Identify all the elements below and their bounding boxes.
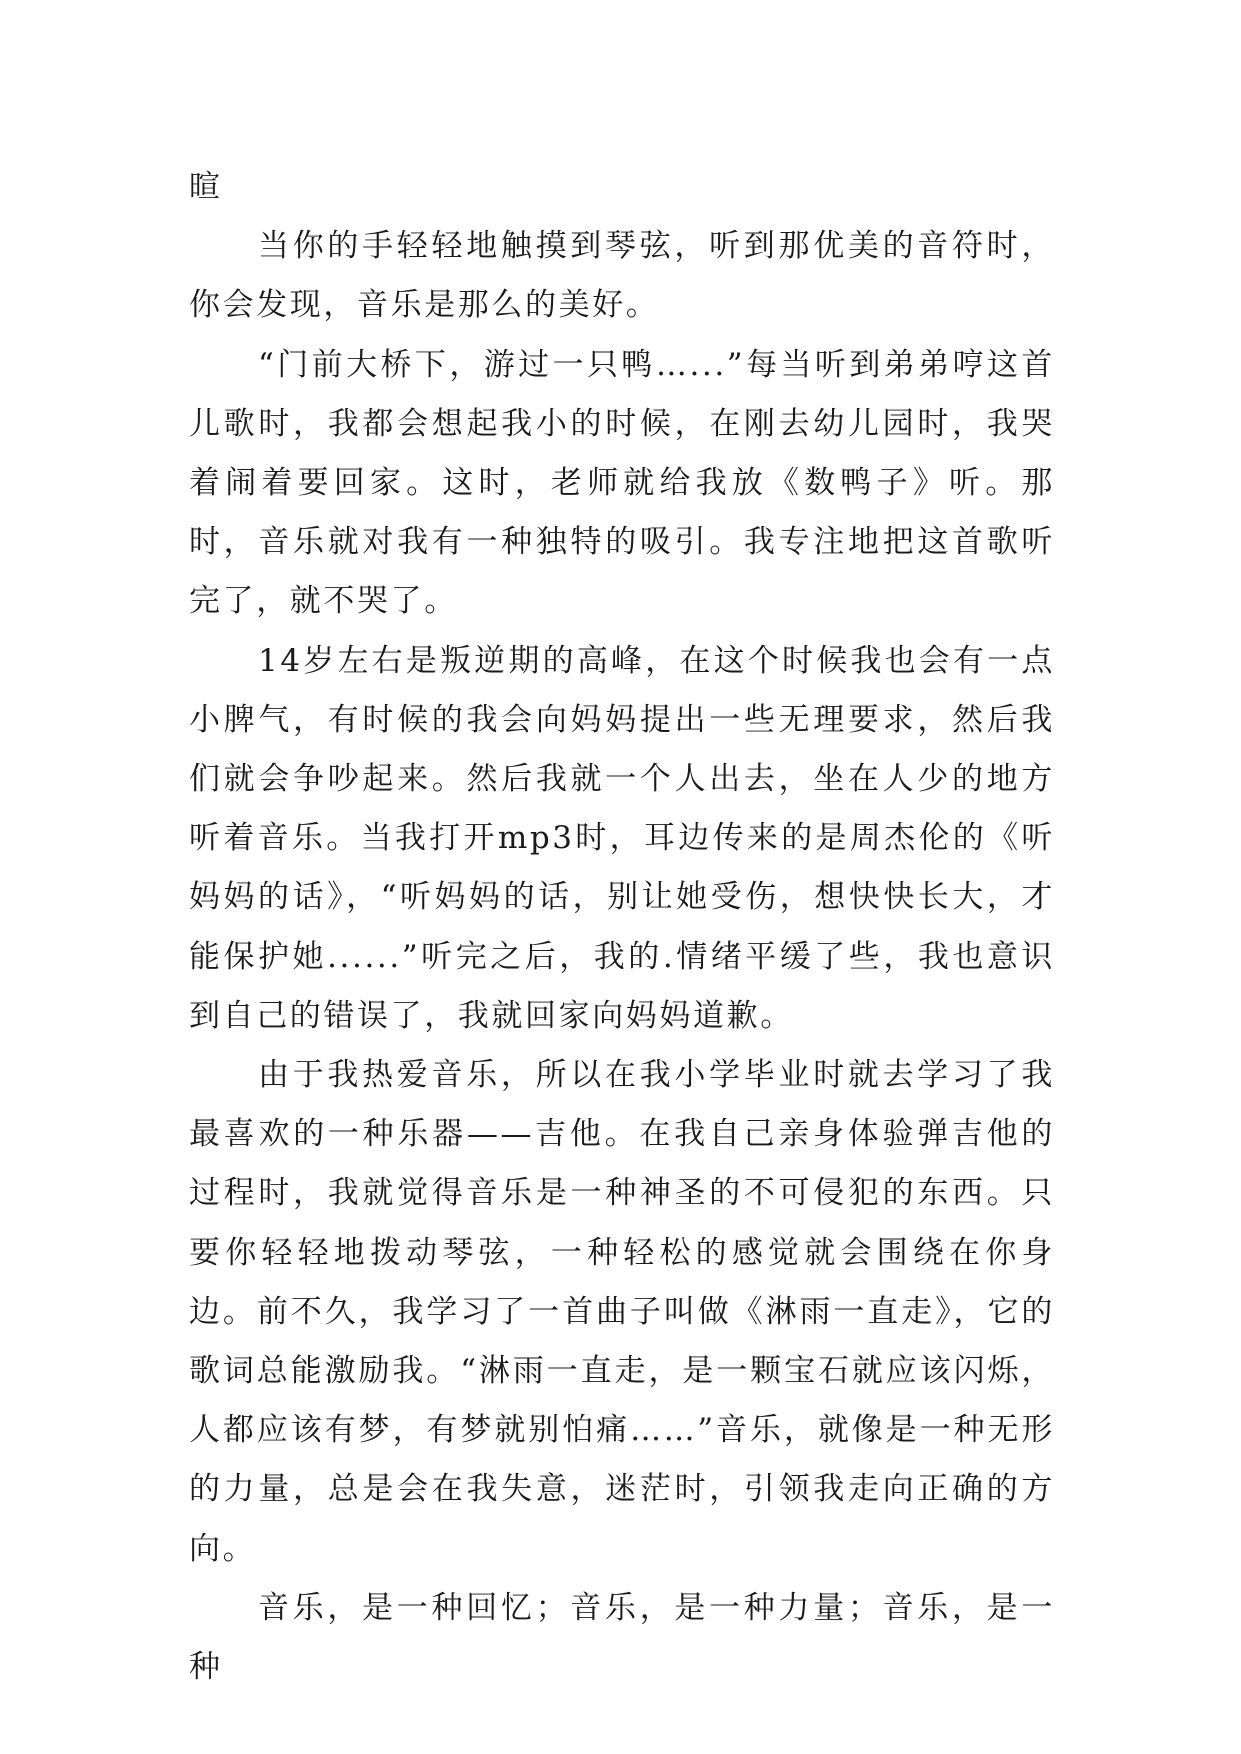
paragraph: 当你的手轻轻地触摸到琴弦，听到那优美的音符时，你会发现，音乐是那么的美好。 [189, 228, 1055, 324]
paragraph: 音乐，是一种回忆；音乐，是一种力量；音乐，是一种 [189, 1589, 1055, 1686]
paragraph: 14岁左右是叛逆期的高峰，在这个时候我也会有一点小脾气，有时候的我会向妈妈提出一些无理要求，然后我们就会争吵起来。然后我就一个人出去，坐在人少的地方听着音乐。当我打开mp3时，耳边传来的是周杰伦的《听妈妈的话》，“听妈妈的话，别让她受伤，想快快长大，才能保护她......”听完之后，我的.情绪平缓了些，我也意识到自己的错误了，我就回家向妈妈道歉。 [189, 642, 1055, 1034]
paragraph: “门前大桥下，游过一只鸭…...”每当听到弟弟哼这首儿歌时，我都会想起我小的时候，在刚去幼儿园时，我哭着闹着要回家。这时，老师就给我放《数鸭子》听。那时，音乐就对我有一种独特的吸引。我专注地把这首歌听完了，就不哭了。 [189, 346, 1055, 620]
paragraph-fragment: 暄 [189, 169, 223, 205]
paragraph: 由于我热爱音乐，所以在我小学毕业时就去学习了我最喜欢的一种乐器——吉他。在我自己亲身体验弹吉他的过程时，我就觉得音乐是一种神圣的不可侵犯的东西。只要你轻轻地拨动琴弦，一种轻松的感觉就会围绕在你身边。前不久，我学习了一首曲子叫做《淋雨一直走》，它的歌词总能激励我。“淋雨一直走，是一颗宝石就应该闪烁，人都应该有梦，有梦就别怕痛……”音乐，就像是一种无形的力量，总是会在我失意，迷茫时，引领我走向正确的方向。 [189, 1057, 1055, 1567]
document-body [189, 158, 1055, 1697]
